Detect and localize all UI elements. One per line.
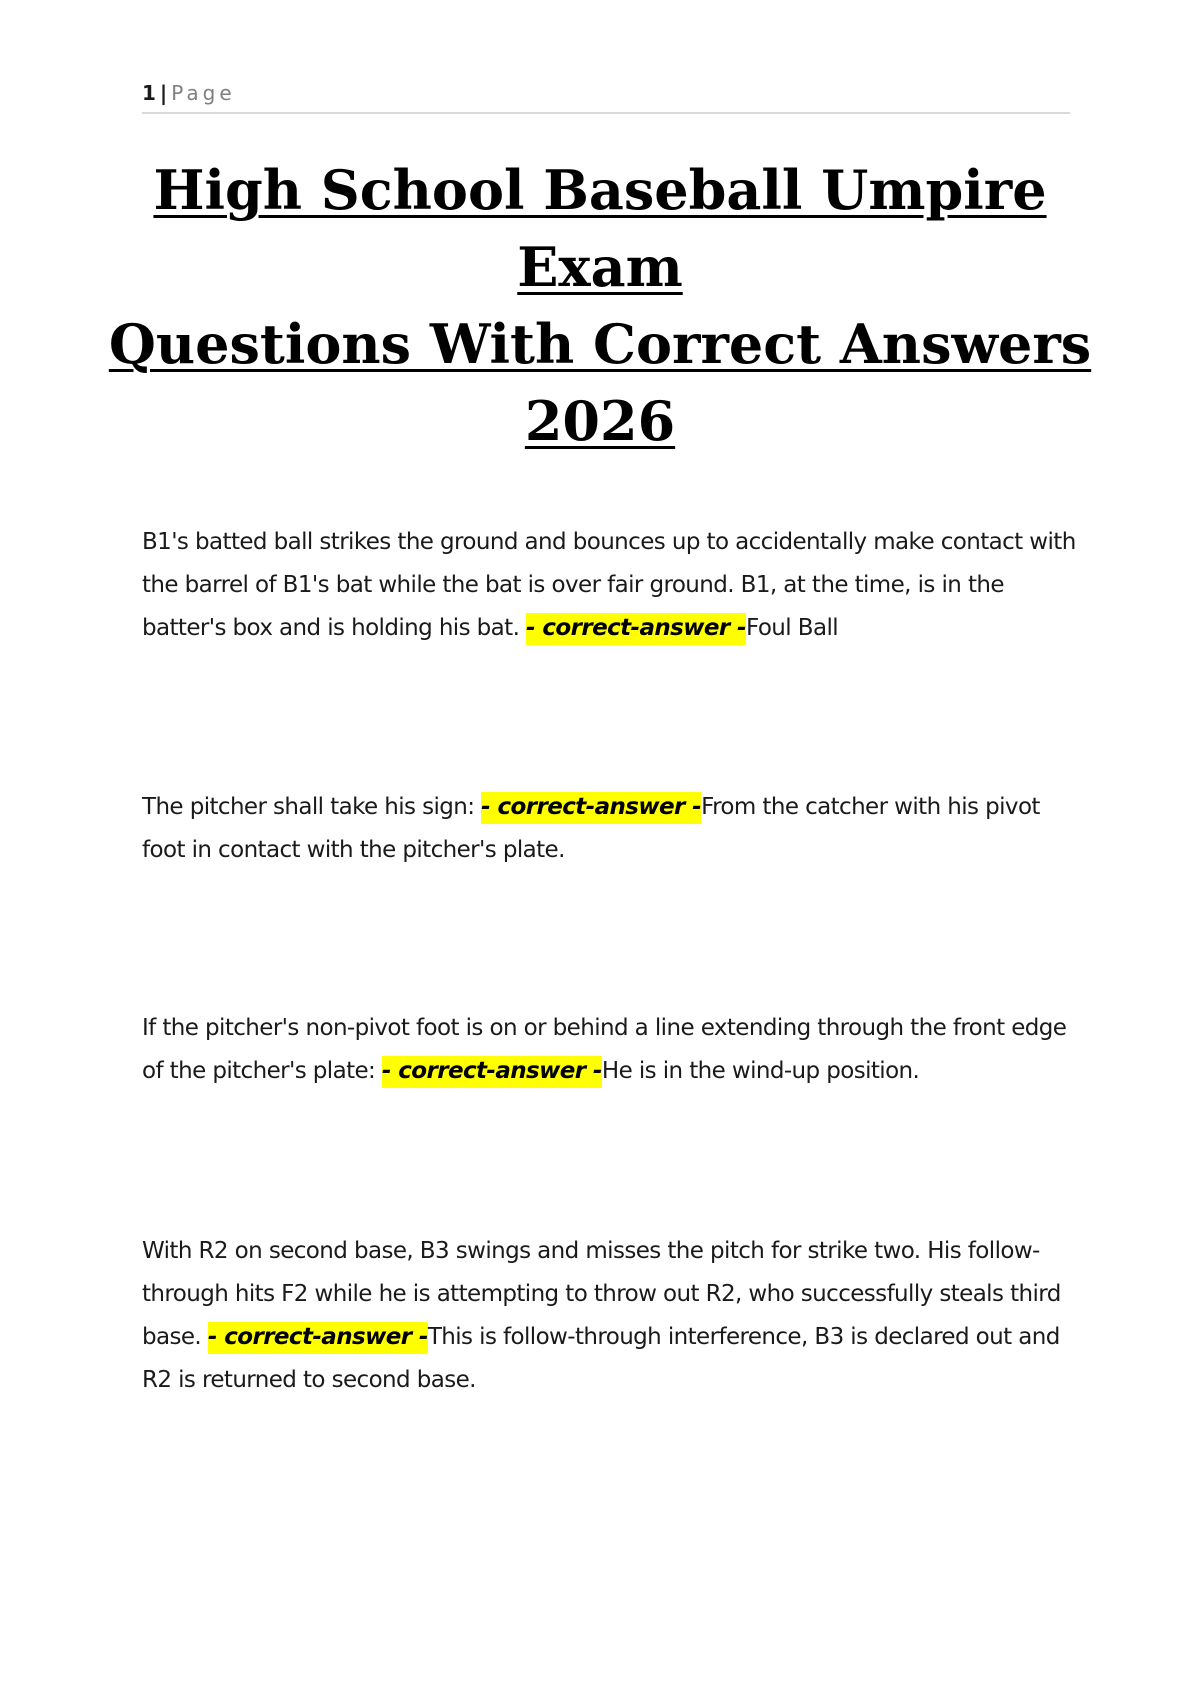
title-line-1: High School Baseball Umpire Exam (153, 158, 1047, 299)
correct-answer-marker: - correct-answer - (382, 1056, 602, 1088)
title-line-2: Questions With Correct Answers (108, 312, 1092, 376)
correct-answer-marker: - correct-answer - (526, 613, 746, 645)
question-text: B1's batted ball strikes the ground and bounces up to accidentally make contact with the barrel of B1's bat while the bat is over fair ground. B1, at the time, is in the batter's box and is holding his bat. (142, 529, 1076, 641)
page-label: Page (171, 81, 236, 105)
page-header (142, 80, 1070, 114)
answer-text: This is follow-through interference, B3 is declared out and R2 is returned to second base. (142, 1324, 1060, 1393)
answer-text: Foul Ball (746, 615, 839, 641)
title-line-3: 2026 (524, 389, 676, 453)
page-number: 1 (142, 81, 156, 105)
answer-text: He is in the wind-up position. (601, 1058, 920, 1084)
question-text: With R2 on second base, B3 swings and misses the pitch for strike two. His follow-through hits F2 while he is attempting to throw out R2, who successfully steals third base. (142, 1238, 1061, 1350)
question-text: The pitcher shall take his sign: (142, 794, 482, 820)
qa-item (142, 1007, 1082, 1093)
qa-item (142, 521, 1082, 650)
qa-item (142, 786, 1082, 872)
question-text: If the pitcher's non-pivot foot is on or behind a line extending through the front edge of the pitcher's plate: (142, 1015, 1067, 1084)
page-separator: | (159, 81, 168, 105)
answer-text: From the catcher with his pivot foot in contact with the pitcher's plate. (142, 794, 1040, 863)
correct-answer-marker: - correct-answer - (481, 792, 701, 824)
correct-answer-marker: - correct-answer - (208, 1322, 428, 1354)
document-title (100, 152, 1100, 460)
qa-item (142, 1230, 1082, 1402)
